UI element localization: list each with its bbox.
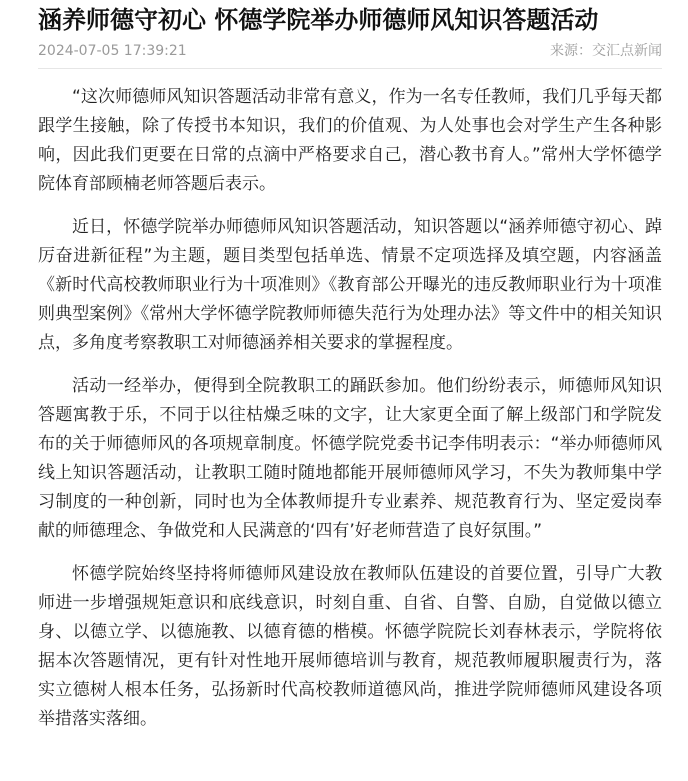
article-source: 来源：交汇点新闻 [550, 43, 662, 59]
article-meta [38, 40, 662, 62]
article [38, 0, 662, 748]
paragraph-3: 活动一经举办，便得到全院教职工的踊跃参加。他们纷纷表示，师德师风知识答题寓教于乐，不同于以往枯燥乏味的文字，让大家更全面了解上级部门和学院发布的关于师德师风的各项规章制度。怀德学院党委书记李伟明表示：“举办师德师风线上知识答题活动，让教职工随时随地都能开展师德师风学习，不失为教师集中学习制度的一种创新，同时也为全体教师提升专业素养、规范教育行为、坚定爱岗奉献的师德理念、争做党和人民满意的‘四有’好老师营造了良好氛围。” [38, 376, 662, 541]
article-body [38, 83, 662, 734]
paragraph-2: 近日，怀德学院举办师德师风知识答题活动，知识答题以“涵养师德守初心、踔厉奋进新征程”为主题，题目类型包括单选、情景不定项选择及填空题，内容涵盖《新时代高校教师职业行为十项准则》《教育部公开曝光的违反教师职业行为十项准则典型案例》《常州大学怀德学院教师师德失范行为处理办法》等文件中的相关知识点，多角度考察教职工对师德涵养相关要求的掌握程度。 [38, 217, 662, 353]
paragraph-4: 怀德学院始终坚持将师德师风建设放在教师队伍建设的首要位置，引导广大教师进一步增强规矩意识和底线意识，时刻自重、自省、自警、自励，自觉做以德立身、以德立学、以德施教、以德育德的楷模。怀德学院院长刘春林表示，学院将依据本次答题情况，更有针对性地开展师德培训与教育，规范教师履职履责行为，落实立德树人根本任务，弘扬新时代高校教师道德风尚，推进学院师德师风建设各项举措落实落细。 [38, 564, 662, 729]
paragraph-1: “这次师德师风知识答题活动非常有意义，作为一名专任教师，我们几乎每天都跟学生接触，除了传授书本知识，我们的价值观、为人处事也会对学生产生各种影响，因此我们更要在日常的点滴中严格要求自己，潜心教书育人。”常州大学怀德学院体育部顾楠老师答题后表示。 [38, 87, 662, 194]
title-divider [38, 68, 662, 69]
article-title: 涵养师德守初心 怀德学院举办师德师风知识答题活动 [38, 6, 599, 34]
publish-date: 2024-07-05 17:39:21 [38, 43, 187, 59]
